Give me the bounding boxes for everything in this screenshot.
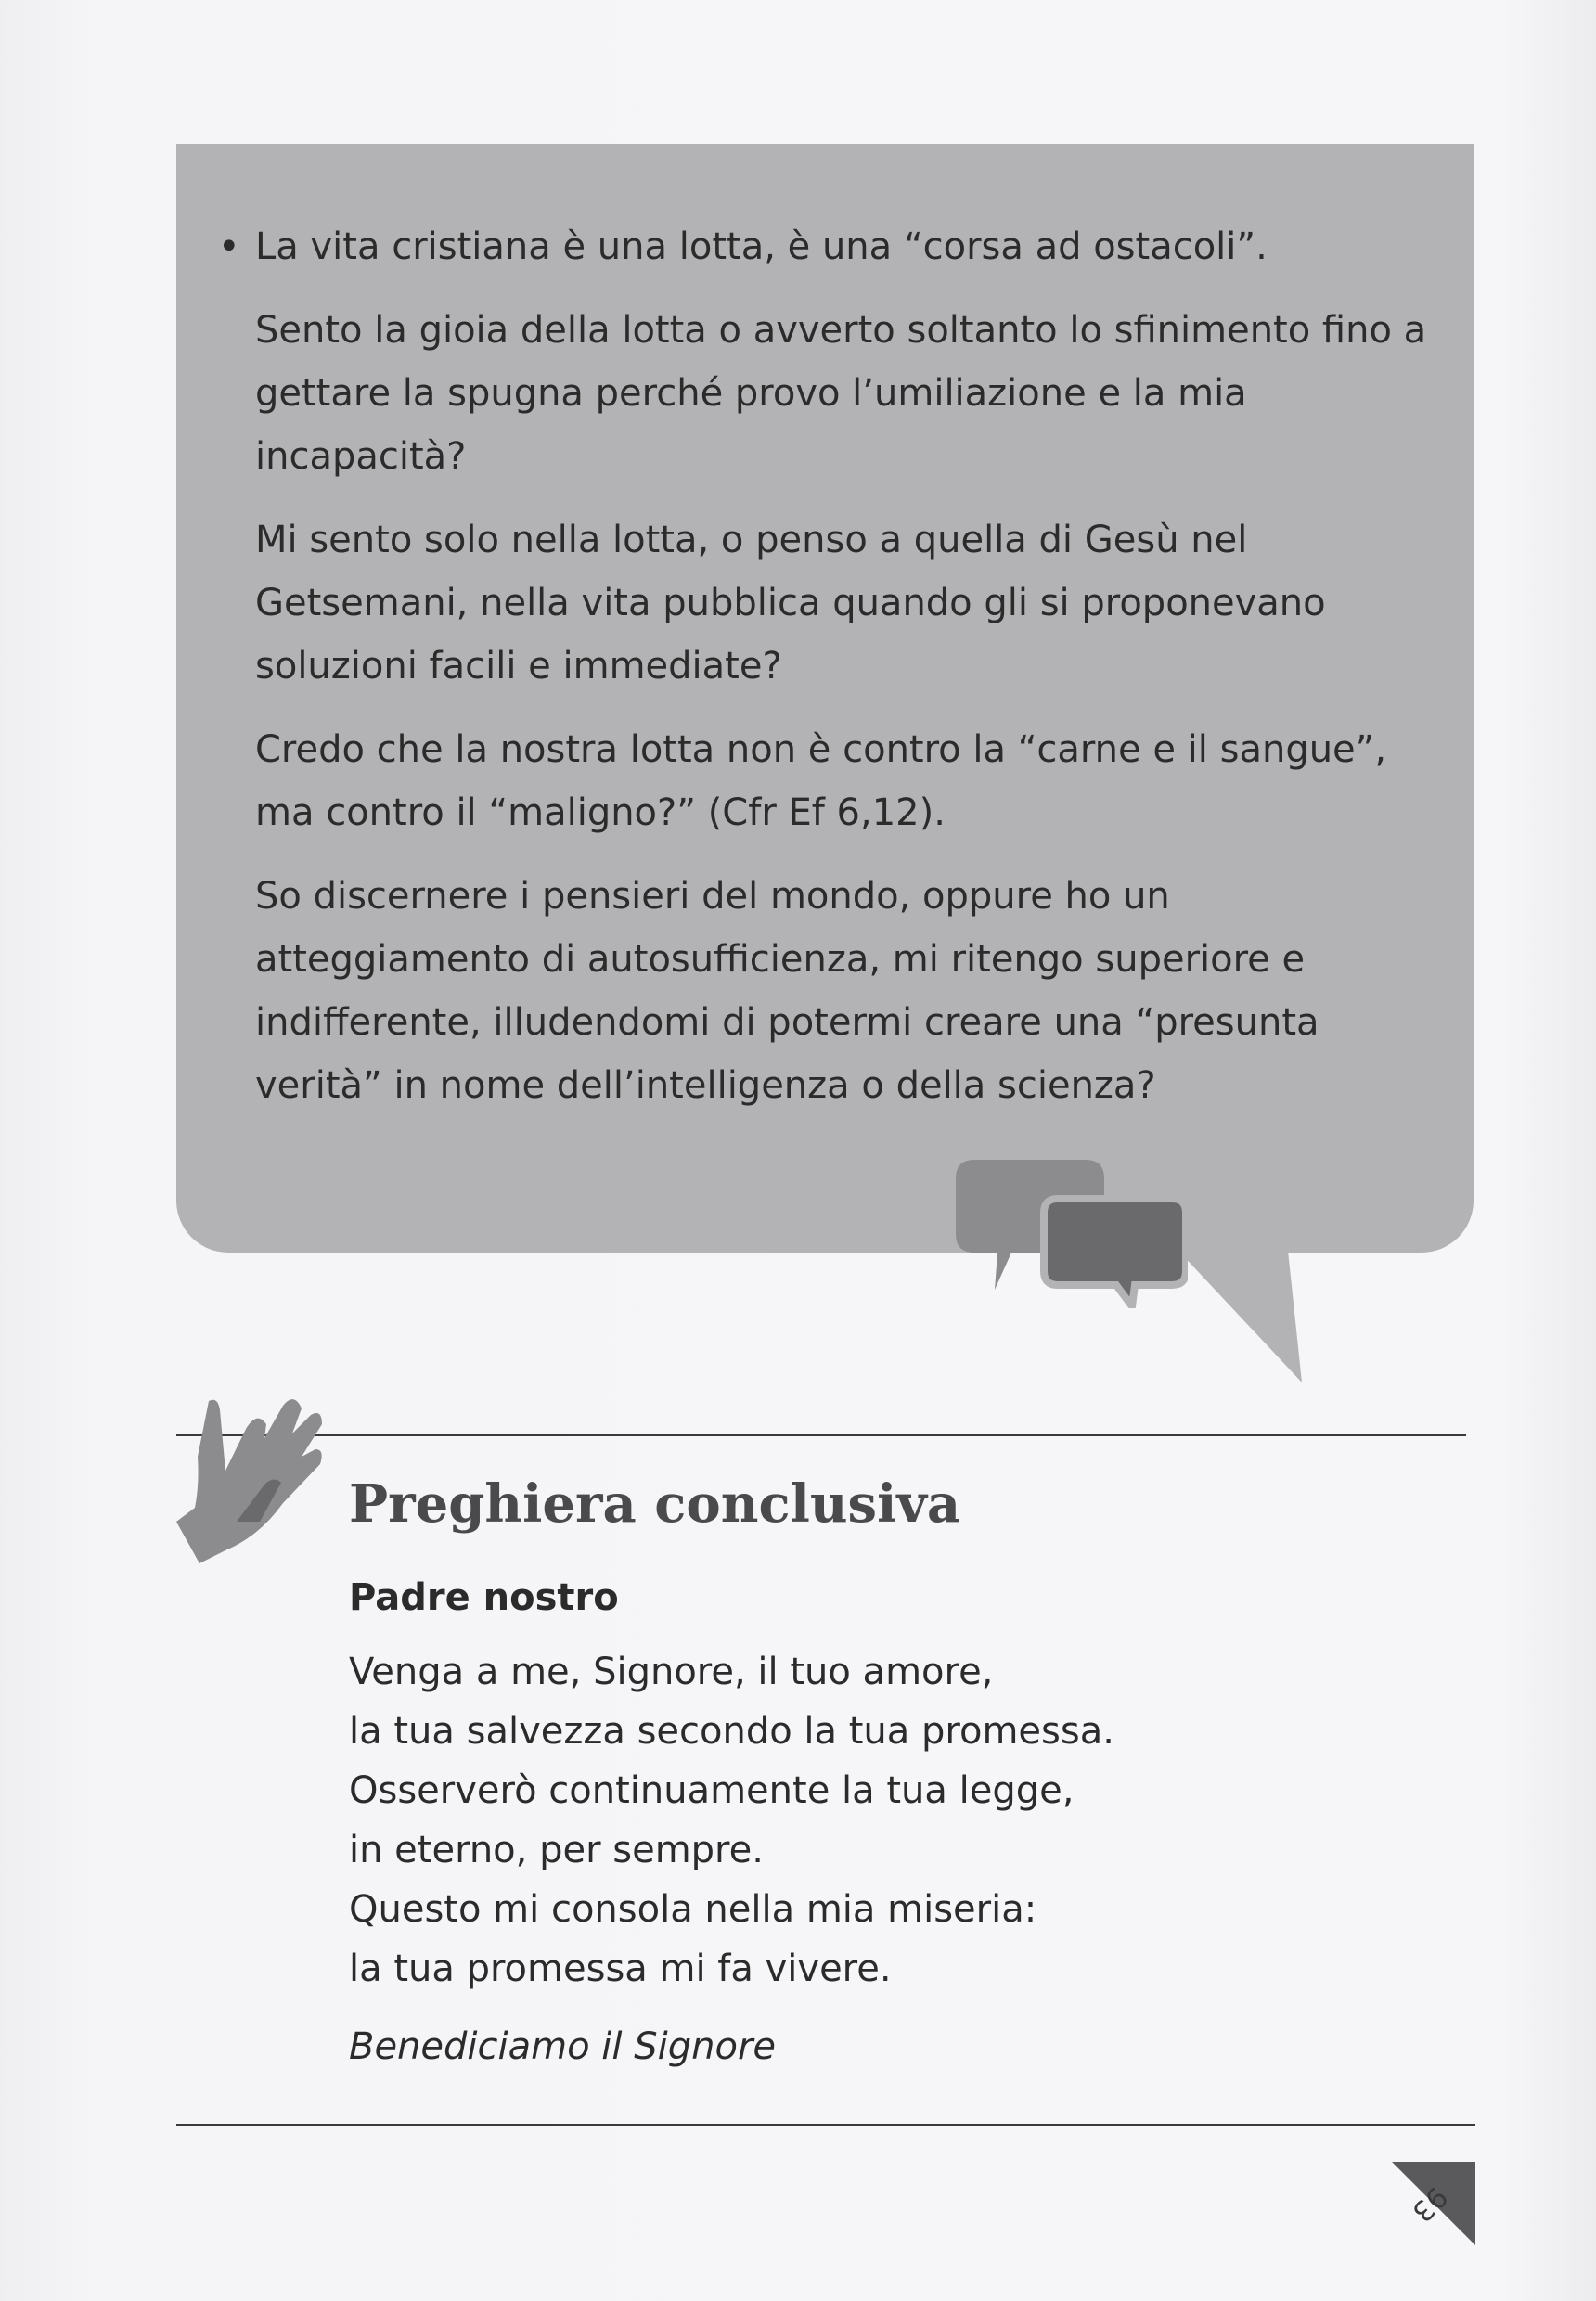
prayer-line: Osserverò continuamente la tua legge, [349, 1769, 1075, 1812]
page-number: 93 [1405, 2179, 1454, 2229]
prayer-title: Preghiera conclusiva [349, 1473, 961, 1535]
prayer-line: Venga a me, Signore, il tuo amore, [349, 1651, 994, 1693]
prayer-lines [349, 1642, 1114, 1999]
prayer-line: Questo mi consola nella mia miseria: [349, 1888, 1037, 1931]
bullet-dot: • [218, 225, 240, 268]
prayer-line: la tua salvezza secondo la tua promessa. [349, 1710, 1114, 1753]
reflection-paragraph: Credo che la nostra lotta non è contro la “carne e il sangue”, ma contro il “maligno?” (Cfr Ef 6,12). [255, 728, 1387, 834]
prayer-line: in eterno, per sempre. [349, 1829, 764, 1871]
prayer-closing: Benediciamo il Signore [349, 2025, 776, 2068]
reflection-paragraph: Mi sento solo nella lotta, o penso a quella di Gesù nel Getsemani, nella vita pubblica quando gli si proponevano soluzioni facili e immediate? [255, 519, 1326, 688]
section-divider-bottom [176, 2124, 1475, 2126]
prayer-subtitle: Padre nostro [349, 1576, 619, 1619]
prayer-line: la tua promessa mi fa vivere. [349, 1947, 892, 1990]
section-divider-top [176, 1434, 1466, 1436]
reflection-bullet [218, 215, 1434, 278]
speech-bubbles-icon [946, 1160, 1188, 1308]
praying-hands-icon [172, 1382, 348, 1568]
reflection-paragraph: So discernere i pensieri del mondo, oppure ho un atteggiamento di autosufficienza, mi ritengo superiore e indifferente, illudendomi di potermi creare una “presunta verità” in nome dell’intelligenza o della scienza? [255, 875, 1319, 1107]
reflection-bullet-text: La vita cristiana è una lotta, è una “corsa ad ostacoli”. [255, 225, 1268, 268]
reflection-text [218, 215, 1434, 1138]
reflection-paragraph: Sento la gioia della lotta o avverto soltanto lo sfinimento fino a gettare la spugna perché provo l’umiliazione e la mia incapacità? [255, 309, 1427, 478]
